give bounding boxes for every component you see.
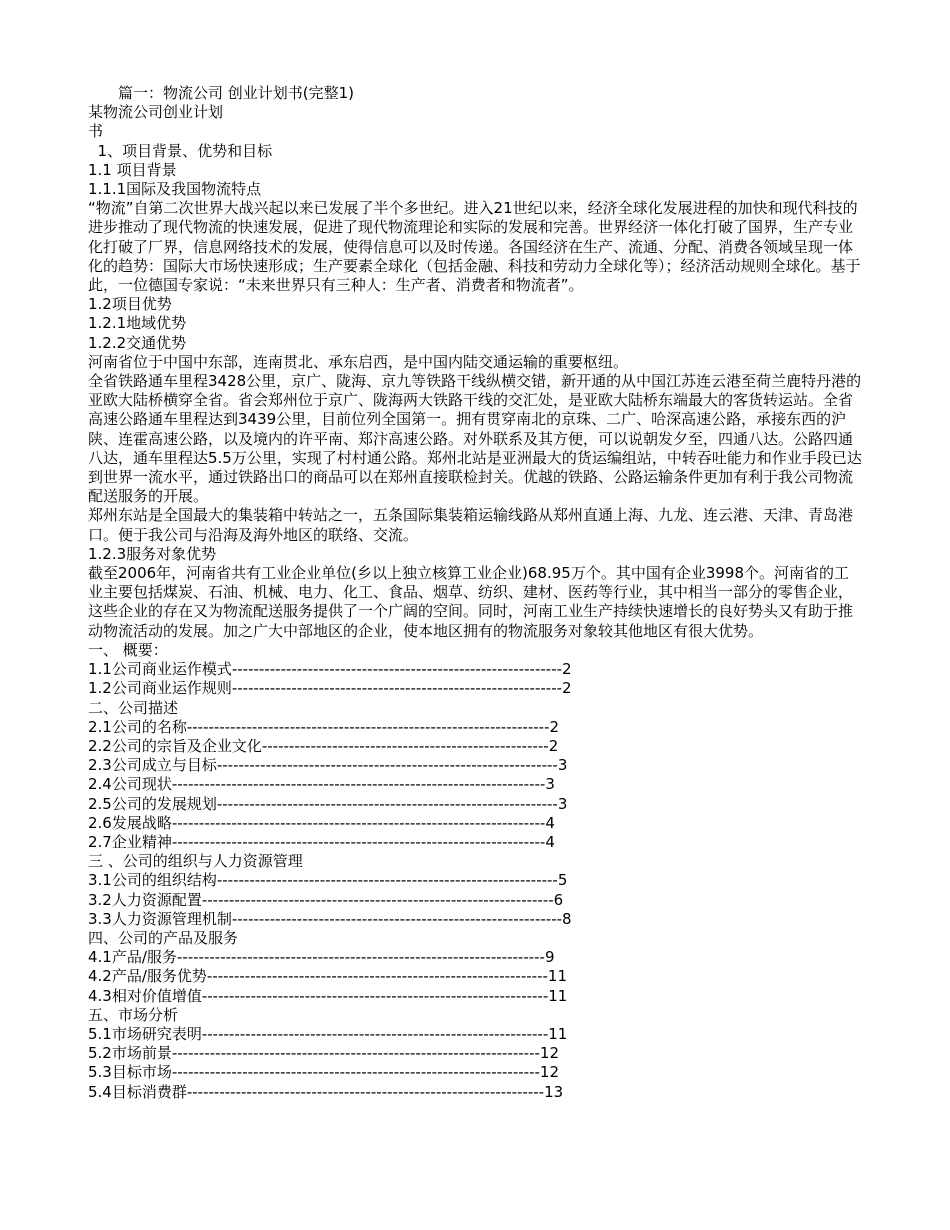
toc-section-4: 四、公司的产品及服务 — [88, 928, 239, 947]
toc-entry: 2.1公司的名称-------------------------------------------------------------------2 — [88, 717, 560, 736]
toc-entry: 5.1市场研究表明----------------------------------------------------------------11 — [88, 1024, 568, 1043]
doc-title-line-1: 某物流公司创业计划 — [88, 103, 224, 122]
para-logistics-overview: “物流”自第二次世界大战兴起以来已发展了半个多世纪。进入21世纪以来，经济全球化发展进程的加快和现代科技的进步推动了现代物流的快速发展，促进了现代物流理论和实际的发展和完善。世界经济一体化打破了国界，生产专业化打破了厂界，信息网络技术的发展，使得信息可以及时传递。各国经济在生产、流通、分配、消费各领域呈现一体化的趋势：国际大市场快速形成；生产要素全球化（包括金融、科技和劳动力全球化等）；经济活动规则全球化。基于此，一位德国专家说：“未来世界只有三种人：生产者、消费者和物流者”。 — [88, 199, 861, 295]
heading-1-2-2: 1.2.2交通优势 — [88, 333, 187, 352]
toc-entry: 2.3公司成立与目标---------------------------------------------------------------3 — [88, 756, 568, 775]
para-service-targets: 截至2006年，河南省共有工业企业单位(乡以上独立核算工业企业)68.95万个。其中国有企业3998个。河南省的工业主要包括煤炭、石油、机械、电力、化工、食品、烟草、纺织、建材、医药等行业，其中相当一部分的零售企业，这些企业的存在又为物流配送服务提供了一个广阔的空间。同时，河南工业生产持续快速增长的良好势头又有助于推动物流活动的发展。加之广大中部地区的企业，使本地区拥有的物流服务对象较其他地区有很大优势。 — [88, 564, 854, 640]
toc-entry: 3.3人力资源管理机制-------------------------------------------------------------8 — [88, 909, 572, 928]
toc-entry: 5.2市场前景--------------------------------------------------------------------12 — [88, 1044, 559, 1063]
para-henan-location: 河南省位于中国中东部，连南贯北、承东启西，是中国内陆交通运输的重要枢纽。 — [88, 352, 629, 371]
para-transport-network: 全省铁路通车里程3428公里，京广、陇海、京九等铁路干线纵横交错，新开通的从中国江苏连云港至荷兰鹿特丹港的亚欧大陆桥横穿全省。省会郑州位于京广、陇海两大铁路干线的交汇处，是亚欧大陆桥东端最大的客货转运站。全省高速公路通车里程达到3439公里，目前位列全国第一。拥有贯穿南北的京珠、二广、哈深高速公路，承接东西的沪陕、连霍高速公路，以及境内的许平南、郑汴高速公路。对外联系及其方便，可以说朝发夕至，四通八达。公路四通八达，通车里程达5.5万公里，实现了村村通公路。郑州北站是亚洲最大的货运编组站，中转吞吐能力和作业手段已达到世界一流水平，通过铁路出口的商品可以在郑州直接联检封关。优越的铁路、公路运输条件更加有利于我公司物流配送服务的开展。 — [88, 372, 862, 506]
toc-section-5: 五、市场分析 — [88, 1005, 179, 1024]
piece-heading: 篇一：物流公司 创业计划书(完整1) — [88, 84, 355, 102]
para-east-station: 郑州东站是全国最大的集装箱中转站之一，五条国际集装箱运输线路从郑州直通上海、九龙、连云港、天津、青岛港口。便于我公司与沿海及海外地区的联络、交流。 — [88, 506, 854, 544]
toc-entry: 2.6发展战略---------------------------------------------------------------------4 — [88, 813, 555, 832]
toc-entry: 2.7企业精神---------------------------------------------------------------------4 — [88, 832, 555, 851]
toc-entry: 2.5公司的发展规划---------------------------------------------------------------3 — [88, 794, 568, 813]
heading-1-1-1: 1.1.1国际及我国物流特点 — [88, 180, 262, 199]
toc-entry: 4.2产品/服务优势---------------------------------------------------------------11 — [88, 967, 567, 986]
toc-entry: 3.1公司的组织结构---------------------------------------------------------------5 — [88, 871, 568, 890]
toc-entry: 5.3目标市场--------------------------------------------------------------------12 — [88, 1063, 559, 1082]
toc-entry: 4.1产品/服务--------------------------------------------------------------------9 — [88, 948, 555, 967]
toc-entry: 2.2公司的宗旨及企业文化-----------------------------------------------------2 — [88, 736, 559, 755]
toc-entry: 1.1公司商业运作模式-------------------------------------------------------------2 — [88, 660, 572, 679]
heading-1-2-3: 1.2.3服务对象优势 — [88, 544, 217, 563]
heading-1-1: 1.1 项目背景 — [88, 160, 177, 179]
toc-section-1: 一、 概要： — [88, 640, 168, 659]
toc-entry: 4.3相对价值增值----------------------------------------------------------------11 — [88, 986, 568, 1005]
doc-title-line-2: 书 — [88, 122, 104, 141]
toc-entry: 1.2公司商业运作规则-------------------------------------------------------------2 — [88, 679, 572, 698]
toc-entry: 5.4目标消费群------------------------------------------------------------------13 — [88, 1082, 564, 1101]
toc-section-2: 二、公司描述 — [88, 698, 179, 717]
heading-1: 1、项目背景、优势和目标 — [88, 141, 273, 160]
heading-1-2-1: 1.2.1地域优势 — [88, 314, 187, 333]
toc-section-3: 三 、公司的组织与人力资源管理 — [88, 852, 303, 871]
document-body — [88, 84, 863, 1102]
toc-entry: 3.2人力资源配置-----------------------------------------------------------------6 — [88, 890, 564, 909]
heading-1-2: 1.2项目优势 — [88, 295, 172, 314]
toc-entry: 2.4公司现状---------------------------------------------------------------------3 — [88, 775, 555, 794]
